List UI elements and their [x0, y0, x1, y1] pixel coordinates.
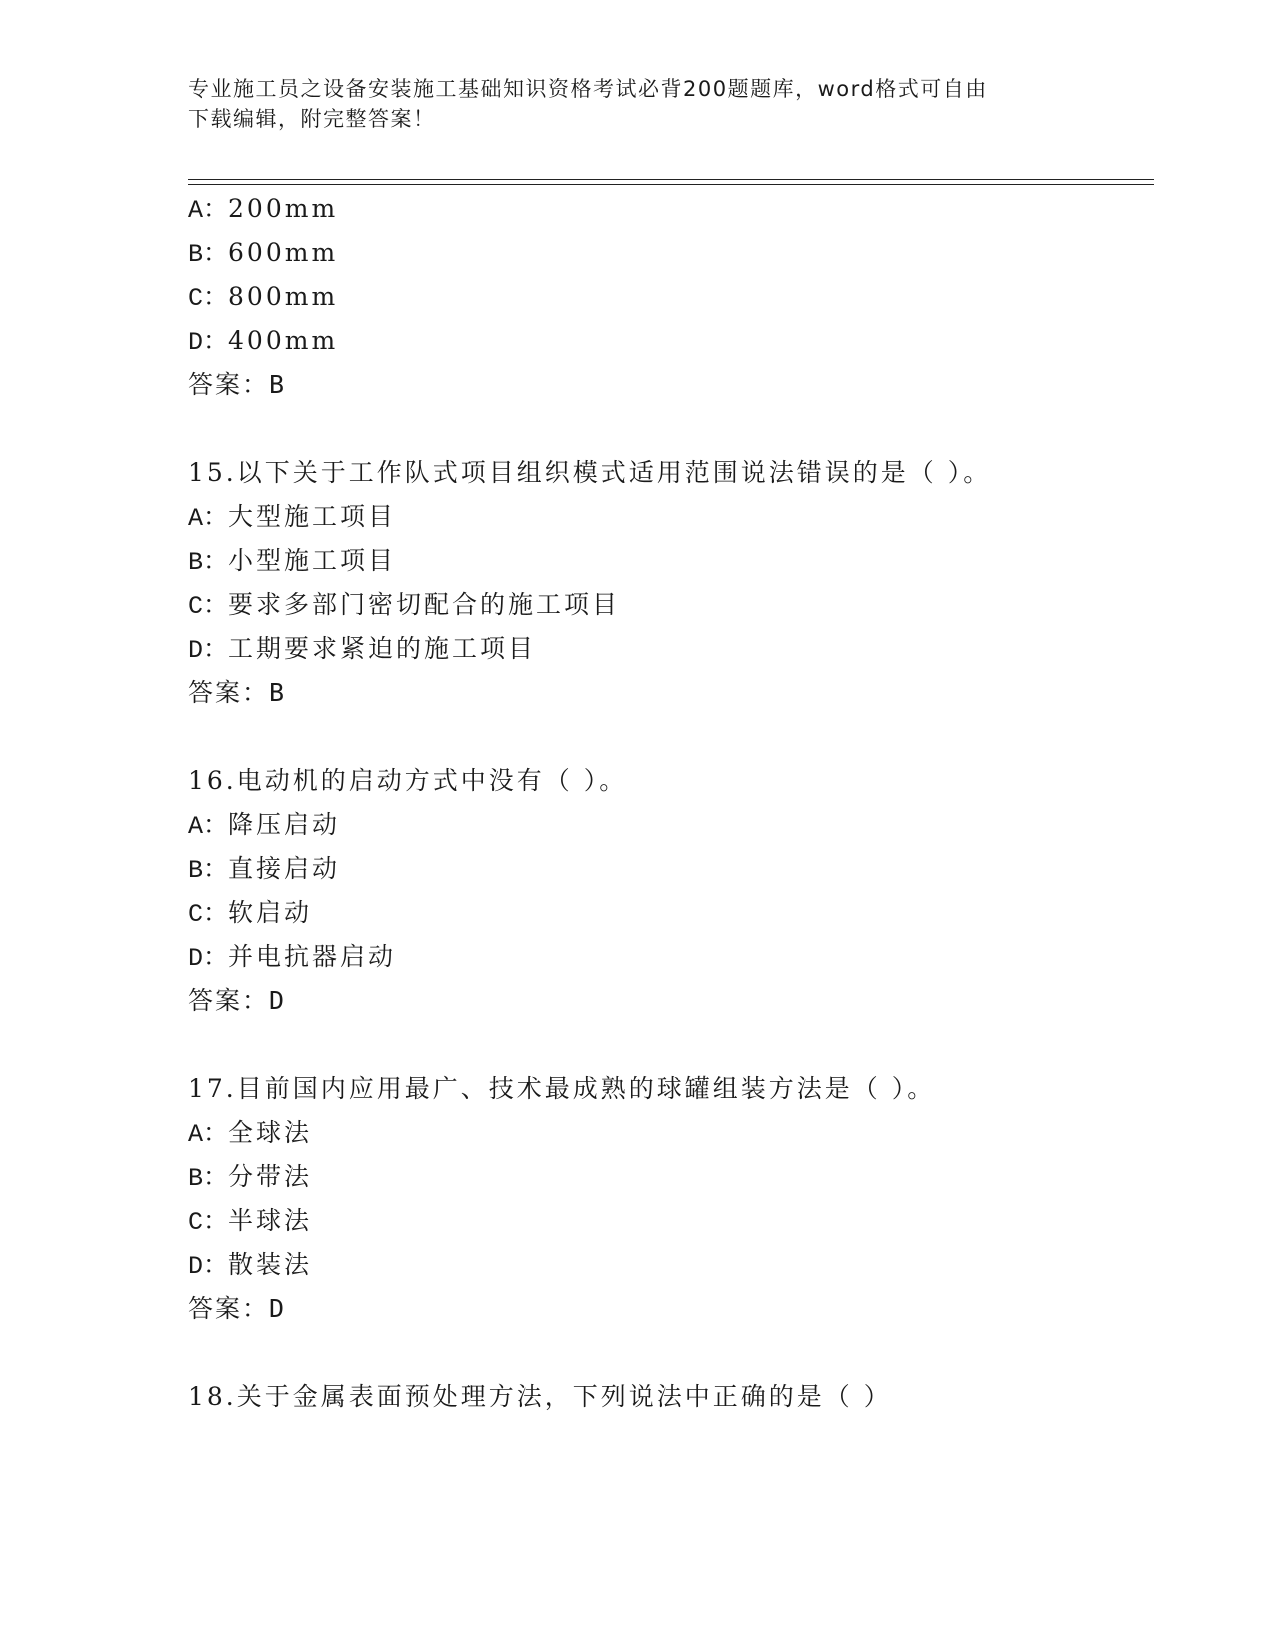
q16-question: 16.电动机的启动方式中没有（ ）。 — [188, 766, 628, 795]
q16-option-a: A：降压启动 — [188, 810, 341, 841]
q17-option-a: A：全球法 — [188, 1118, 313, 1149]
header-divider-top — [188, 179, 1154, 180]
q15-option-d: D：工期要求紧迫的施工项目 — [188, 634, 537, 665]
q17-option-d: D：散装法 — [188, 1250, 313, 1281]
q16-answer: 答案：D — [188, 986, 285, 1015]
q14-option-c: C：800mm — [188, 282, 339, 313]
q17-answer: 答案：D — [188, 1294, 285, 1323]
header-line-1: 专业施工员之设备安装施工基础知识资格考试必背200题题库，word格式可自由 — [188, 77, 988, 101]
q14-option-d: D：400mm — [188, 326, 339, 357]
q17-question: 17.目前国内应用最广、技术最成熟的球罐组装方法是（ ）。 — [188, 1074, 936, 1103]
q16-option-d: D：并电抗器启动 — [188, 942, 397, 973]
q17-option-b: B：分带法 — [188, 1162, 313, 1193]
q14-option-a: A：200mm — [188, 194, 339, 225]
q15-answer: 答案：B — [188, 678, 285, 707]
q16-option-b: B：直接启动 — [188, 854, 341, 885]
q16-option-c: C：软启动 — [188, 898, 313, 929]
header-divider-bottom — [188, 184, 1154, 185]
q17-option-c: C：半球法 — [188, 1206, 313, 1237]
q15-question: 15.以下关于工作队式项目组织模式适用范围说法错误的是（ ）。 — [188, 458, 992, 487]
q15-option-c: C：要求多部门密切配合的施工项目 — [188, 590, 621, 621]
document-header — [188, 74, 1088, 134]
q14-option-b: B：600mm — [188, 238, 339, 269]
q15-option-b: B：小型施工项目 — [188, 546, 397, 577]
q14-answer: 答案：B — [188, 370, 285, 399]
q18-question: 18.关于金属表面预处理方法，下列说法中正确的是（ ） — [188, 1382, 892, 1411]
q15-option-a: A：大型施工项目 — [188, 502, 397, 533]
header-line-2: 下载编辑，附完整答案！ — [188, 107, 436, 131]
